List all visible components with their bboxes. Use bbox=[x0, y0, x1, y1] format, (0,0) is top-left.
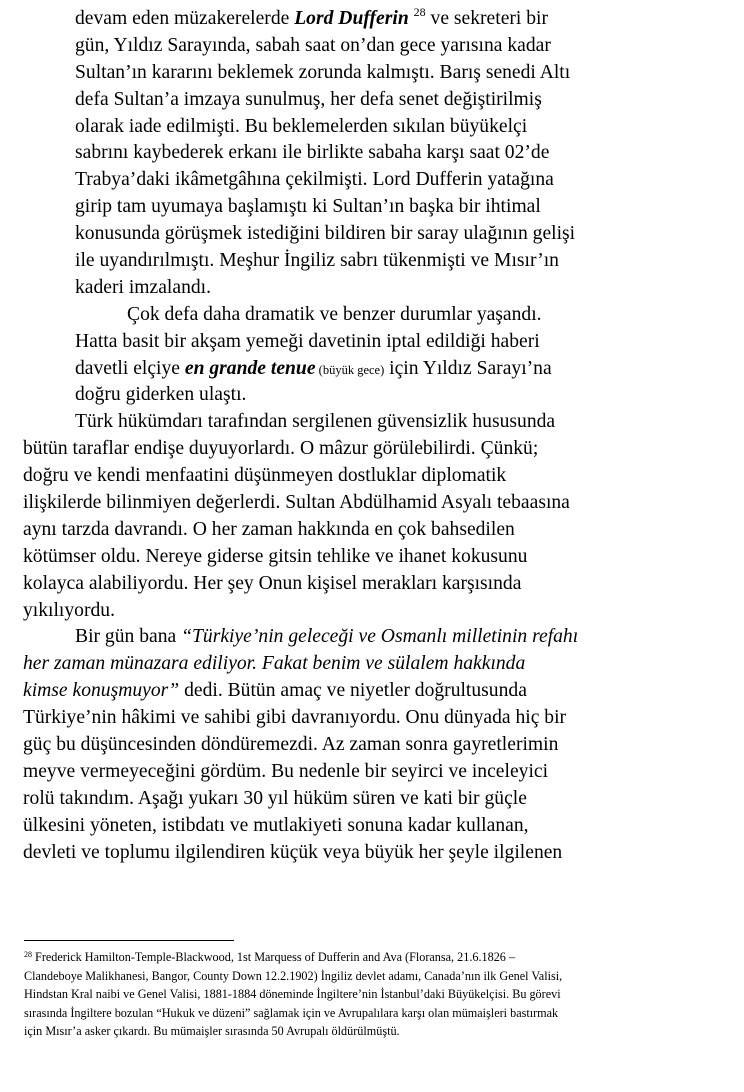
emphasis-name: Lord Dufferin bbox=[294, 8, 409, 29]
text-line: ilişkilerde bilinmiyen değerlerdi. Sultan Abdülhamid Asyalı tebaasına bbox=[23, 492, 570, 514]
quote-text: her zaman münazara ediliyor. Fakat benim ve sülalem hakkında bbox=[23, 653, 526, 675]
text-run: devam eden müzakerelerde bbox=[75, 8, 295, 29]
footnote-line bbox=[24, 948, 714, 967]
text-line bbox=[75, 356, 695, 383]
text-run: için Yıldız Sarayı’na bbox=[384, 357, 552, 379]
text-line: yıkılıyordu. bbox=[23, 599, 115, 621]
text-line: aynı tarzda davrandı. O her zaman hakkında en çok bahsedilen bbox=[23, 518, 515, 540]
text-line: doğru giderken ulaştı. bbox=[75, 384, 247, 406]
gloss-text: (büyük gece) bbox=[315, 362, 385, 377]
text-run: Frederick Hamilton-Temple-Blackwood, 1st Marquess of Dufferin and Ava (Floransa, 21.6.1826 – bbox=[32, 950, 516, 964]
paragraph-1 bbox=[75, 6, 695, 302]
text-line: kolayca alabiliyordu. Her şey Onun kişisel merakları karşısında bbox=[23, 572, 522, 594]
text-line: devleti ve toplumu ilgilendiren küçük veya büyük her şeyle ilgilenen bbox=[23, 841, 563, 863]
text-line bbox=[23, 624, 695, 651]
text-line: Trabya’daki ikâmetgâhına çekilmişti. Lord Dufferin yatağına bbox=[75, 169, 554, 191]
footnote-line: için Mısır’a asker çıkardı. Bu mümaişler sırasında 50 Avrupalı öldürülmüştü. bbox=[24, 1024, 400, 1038]
text-line: Türkiye’nin hâkimi ve sahibi gibi davranıyordu. Onu dünyada hiç bir bbox=[23, 707, 567, 729]
text-line: meyve vermeyeceğini gördüm. Bu nedenle bir seyirci ve inceleyici bbox=[23, 760, 549, 782]
paragraph-3 bbox=[23, 409, 695, 624]
text-line: Sultan’ın kararını beklemek zorunda kalmıştı. Barış senedi Altı bbox=[75, 61, 571, 83]
text-line bbox=[75, 6, 695, 33]
footnote-line: Hindstan Kral naibi ve Genel Valisi, 1881-1884 döneminde İngiltere’nin İstanbul’daki Büyükelçisi. Bu görevi bbox=[24, 987, 561, 1001]
text-line: güç bu düşüncesinden döndüremezdi. Az zaman sonra gayretlerimin bbox=[23, 734, 559, 756]
text-line: bütün taraflar endişe duyuyorlardı. O mâzur görülebilirdi. Çünkü; bbox=[23, 438, 539, 460]
footnote-line: Clandeboye Malikhanesi, Bangor, County Down 12.2.1902) İngiliz devlet adamı, Canada’nın ilk Genel Valisi, bbox=[24, 968, 563, 983]
text-line: kötümser oldu. Nereye giderse gitsin tehlike ve ihanet kokusunu bbox=[23, 545, 528, 567]
text-run: dedi. Bütün amaç ve niyetler doğrultusunda bbox=[179, 680, 527, 702]
text-line: Çok defa daha dramatik ve benzer durumlar yaşandı. bbox=[127, 303, 542, 325]
text-line: Türk hükümdarı tarafından sergilenen güvensizlik hususunda bbox=[75, 411, 556, 433]
quote-text: “Türkiye’nin geleceği ve Osmanlı milletinin refahı bbox=[181, 626, 579, 648]
body-text bbox=[23, 5, 695, 867]
text-line: girip tam uyumaya başlamıştı ki Sultan’ın başka bir ihtimal bbox=[75, 196, 541, 218]
footnote-reference[interactable]: 28 bbox=[413, 5, 426, 19]
paragraph-2 bbox=[75, 302, 695, 410]
text-line: olarak iade edilmişti. Bu beklemelerden sıkılan büyükelçi bbox=[75, 115, 528, 137]
footnote-marker: 28 bbox=[24, 950, 32, 959]
text-run: ve sekreteri bir bbox=[425, 8, 549, 29]
text-line: Hatta basit bir akşam yemeği davetinin iptal edildiği haberi bbox=[75, 330, 540, 352]
quote-text: kimse konuşmuyor” bbox=[23, 680, 180, 702]
text-line: ile uyandırılmıştı. Meşhur İngiliz sabrı tükenmişti ve Mısır’ın bbox=[75, 250, 559, 272]
paragraph-4 bbox=[23, 624, 695, 866]
text-line: gün, Yıldız Sarayında, sabah saat on’dan gece yarısına kadar bbox=[75, 34, 551, 56]
emphasis-phrase: en grande tenue bbox=[184, 357, 316, 379]
text-run: Bir gün bana bbox=[75, 626, 182, 648]
text-line bbox=[23, 678, 695, 705]
footnote-line: sırasında İngiltere bozulan “Hukuk ve düzeni” sağlamak için ve Avrupalılara karşı olan mümaişleri bastırmak bbox=[24, 1005, 559, 1020]
text-line: sabrını kaybederek erkanı ile birlikte sabaha karşı saat 02’de bbox=[75, 142, 550, 164]
text-line: doğru ve kendi menfaatini düşünmeyen dostluklar diplomatik bbox=[23, 465, 507, 487]
footnote bbox=[24, 948, 714, 1041]
text-line: konusunda görüşmek istediğini bildiren bir saray ulağının gelişi bbox=[75, 223, 576, 245]
text-line: rolü takındım. Aşağı yukarı 30 yıl hüküm süren ve kati bir güçle bbox=[23, 787, 527, 809]
text-line: defa Sultan’a imzaya sunulmuş, her defa senet değiştirilmiş bbox=[75, 88, 542, 110]
text-run: davetli elçiye bbox=[75, 357, 185, 379]
text-line: ülkesini yöneten, istibdatı ve mutlakiyeti sonuna kadar kullanan, bbox=[23, 814, 529, 836]
footnote-separator bbox=[24, 940, 234, 941]
text-line: kaderi imzalandı. bbox=[75, 276, 212, 298]
